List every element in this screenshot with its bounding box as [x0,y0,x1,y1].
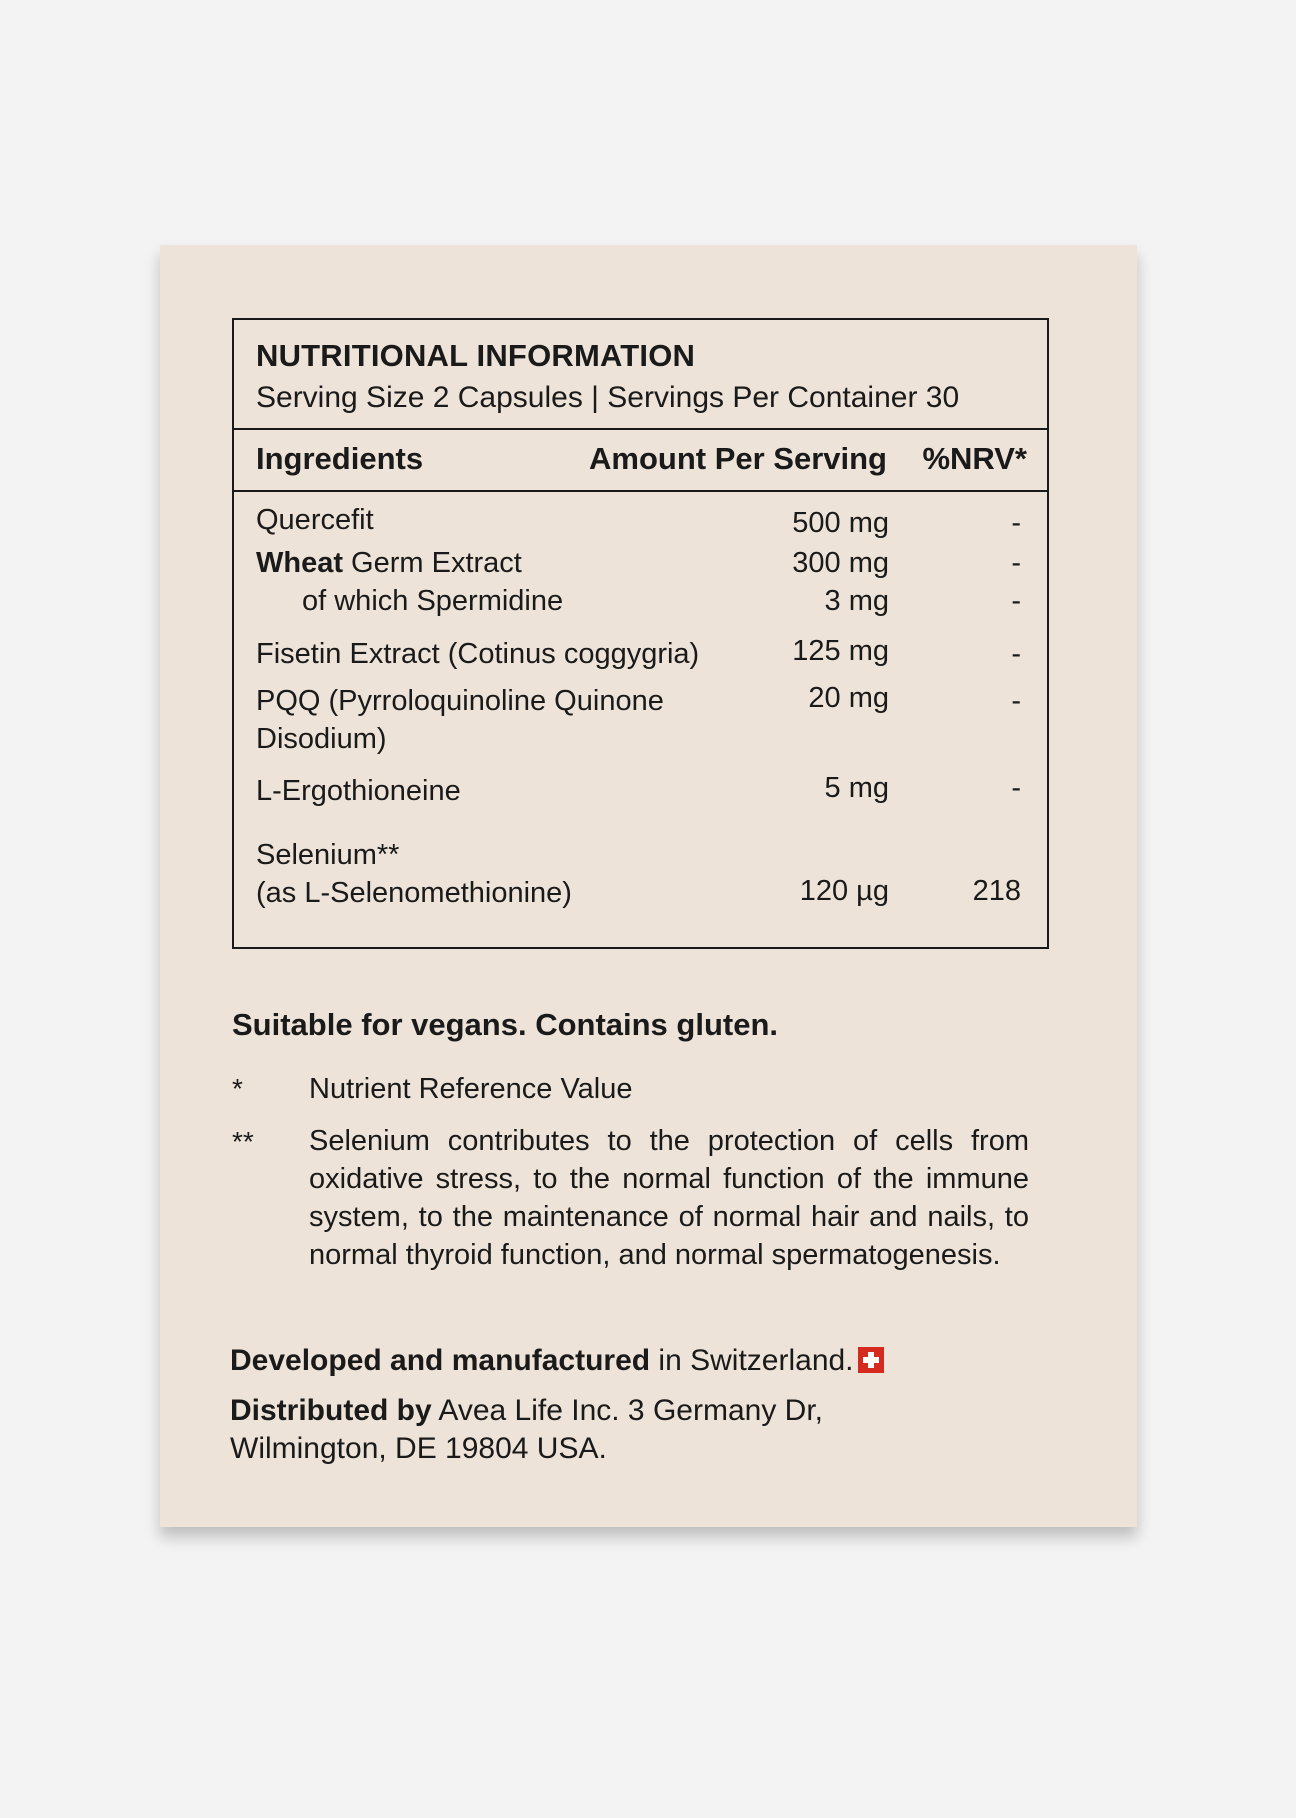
column-ingredients: Ingredients [256,441,424,476]
ingredient-name-bold: Wheat [256,547,343,579]
swiss-flag-icon [858,1347,884,1373]
ingredient-name-line1: Selenium** [256,839,400,871]
distribution-address: Wilmington, DE 19804 USA. [230,1432,607,1465]
footnote-mark: * [232,1073,243,1104]
ingredient-name: L-Ergothioneine [256,775,461,807]
ingredient-nrv: - [1011,772,1021,804]
ingredient-amount: 20 mg [808,682,889,714]
ingredient-amount: 120 µg [799,875,889,907]
column-amount: Amount Per Serving [589,441,887,476]
ingredient-name: of which Spermidine [302,585,564,617]
nutrition-panel [232,318,1049,949]
panel-title: NUTRITIONAL INFORMATION [256,338,696,373]
ingredient-name-line2: Disodium) [256,723,387,755]
ingredient-name-line2: (as L-Selenomethionine) [256,877,572,909]
ingredient-name: Quercefit [256,504,374,536]
ingredient-amount: 500 mg [792,507,889,539]
distribution-block [230,1392,930,1468]
ingredient-nrv: - [1011,507,1021,539]
ingredient-nrv: 218 [972,875,1021,907]
ingredient-name [256,682,664,758]
ingredient-name-rest: Germ Extract [343,547,522,579]
footnote-text: Selenium contributes to the protection of cells from oxidative stress, to the normal function of the immune system, to the maintenance of normal hair and nails, to normal thyroid function, and normal spermatogenesis. [309,1125,1029,1271]
column-nrv: %NRV* [922,441,1027,476]
manufacture-rest: in Switzerland. [650,1344,854,1377]
serving-info: Serving Size 2 Capsules | Servings Per Container 30 [256,381,960,414]
footnote-mark: ** [232,1126,254,1157]
manufacture-line [230,1344,884,1378]
ingredient-name-line1: PQQ (Pyrroloquinoline Quinone [256,685,664,717]
panel-header [234,320,1047,430]
ingredient-nrv: - [1011,638,1021,670]
ingredient-name [256,544,522,582]
manufacture-bold: Developed and manufactured [230,1344,651,1377]
distribution-rest: Avea Life Inc. 3 Germany Dr, [431,1394,823,1427]
ingredient-amount: 5 mg [824,772,889,804]
ingredient-name [256,836,572,912]
vegan-note: Suitable for vegans. Contains gluten. [232,1007,779,1042]
label-card [160,245,1137,1527]
ingredient-nrv: - [1011,547,1021,579]
distribution-bold: Distributed by [230,1394,432,1427]
ingredient-amount: 3 mg [824,585,889,617]
ingredient-amount: 300 mg [792,547,889,579]
column-headers [234,430,1047,492]
ingredient-nrv: - [1011,685,1021,717]
ingredient-name: Fisetin Extract (Cotinus coggygria) [256,638,700,670]
footnote-text: Nutrient Reference Value [309,1073,633,1105]
ingredient-nrv: - [1011,585,1021,617]
ingredient-amount: 125 mg [792,635,889,667]
